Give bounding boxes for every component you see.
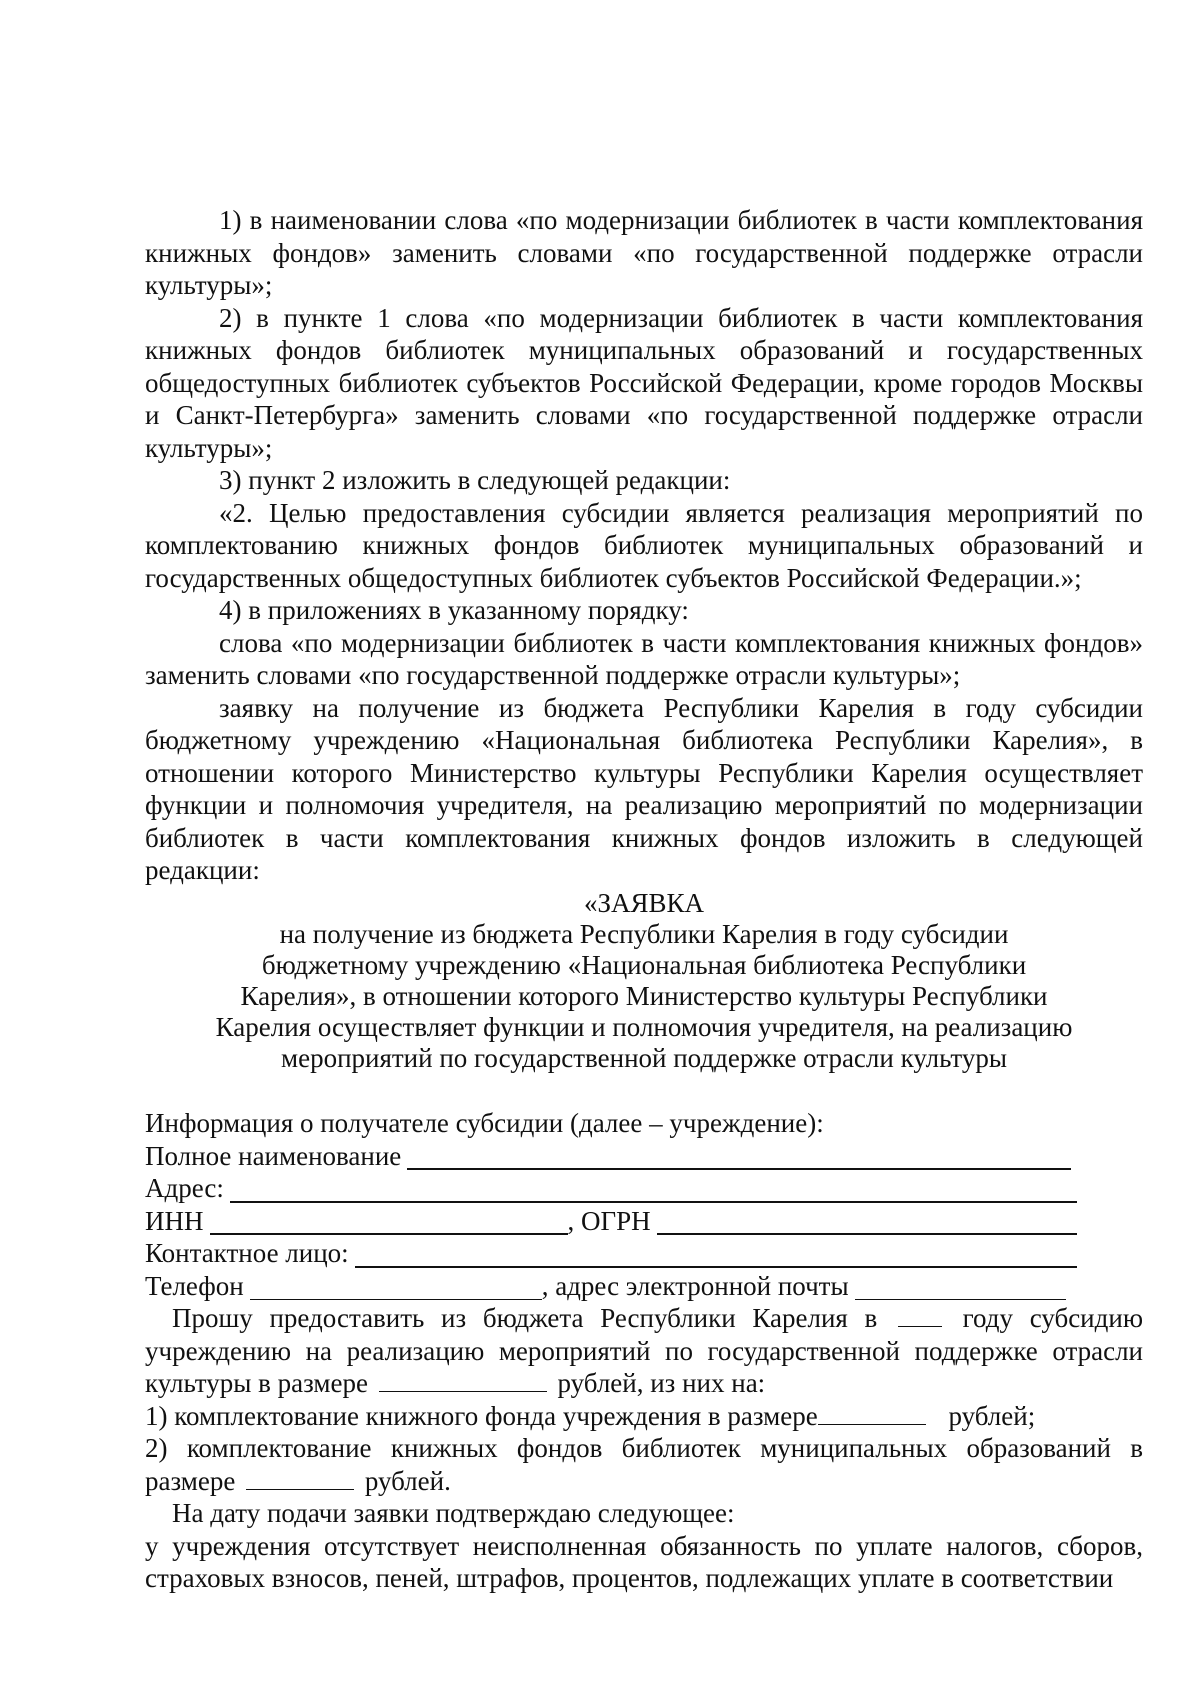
inn-label: ИНН bbox=[145, 1205, 204, 1236]
full-name-label: Полное наименование bbox=[145, 1140, 402, 1171]
subtitle-line-2: бюджетному учреждению «Национальная библиотека Республики bbox=[261, 950, 1027, 980]
confirm-paragraph: На дату подачи заявки подтверждаю следующее: bbox=[172, 1498, 735, 1528]
full-name-row bbox=[145, 1140, 1143, 1173]
address-label: Адрес: bbox=[145, 1173, 224, 1203]
application-title: «ЗАЯВКА bbox=[583, 887, 705, 918]
phone-email-row bbox=[145, 1270, 1143, 1303]
request-part-2: году субсидию учреждению на реализацию мероприятий по государственной поддержке отрасли культуры в размере bbox=[145, 1303, 1143, 1398]
contact-blank[interactable] bbox=[355, 1242, 1077, 1268]
contact-row bbox=[145, 1237, 1143, 1270]
request-part-3: рублей, из них на: bbox=[557, 1368, 766, 1398]
email-label: , адрес электронной почты bbox=[541, 1270, 849, 1301]
phone-blank[interactable] bbox=[250, 1275, 542, 1300]
email-blank[interactable] bbox=[855, 1275, 1066, 1300]
subitem-2 bbox=[145, 1432, 1143, 1497]
item-3-quote: «2. Целью предоставления субсидии является реализация мероприятий по комплектованию книжных фондов библиотек муниципальных образований и государственных общедоступных библиотек субъектов Российской Федерации.»; bbox=[145, 497, 1143, 593]
subitem-1 bbox=[145, 1400, 1143, 1433]
full-name-blank[interactable] bbox=[407, 1144, 1071, 1170]
address-row bbox=[145, 1172, 1143, 1205]
item-1: 1) в наименовании слова «по модернизации библиотек в части комплектования книжных фондов» заменить словами «по государственной поддержке отрасли культуры»; bbox=[145, 205, 1143, 300]
document-body bbox=[145, 204, 1143, 1595]
item-4-words: слова «по модернизации библиотек в части комплектования книжных фондов» заменить словами «по государственной поддержке отрасли культуры»; bbox=[145, 627, 1143, 690]
subitem-1-prefix: 1) комплектование книжного фонда учреждения в размере bbox=[145, 1400, 818, 1431]
address-blank[interactable] bbox=[230, 1177, 1077, 1203]
subitem-2-suffix: рублей. bbox=[364, 1465, 451, 1496]
contact-label: Контактное лицо: bbox=[145, 1238, 349, 1268]
item-2: 2) в пункте 1 слова «по модернизации библиотек в части комплектования книжных фондов библиотек муниципальных образований и государственных общедоступных библиотек субъектов Российской Федерации, кроме городов Москвы и Санкт-Петербурга» заменить словами «по государственной поддержке отрасли культуры»; bbox=[145, 302, 1143, 463]
item-4-application: заявку на получение из бюджета Республики Карелия в году субсидии бюджетному учреждению «Национальная библиотека Республики Карелия», в отношении которого Министерство культуры Республики Карелия осуществляет функции и полномочия учредителя, на реализацию мероприятий по модернизации библиотек в части комплектования книжных фондов изложить в следующей редакции: bbox=[145, 692, 1143, 885]
request-paragraph bbox=[145, 1302, 1143, 1400]
application-subtitle bbox=[145, 919, 1143, 1074]
subitem-1-suffix: рублей; bbox=[948, 1400, 1036, 1431]
item-4: 4) в приложениях в указанному порядку: bbox=[219, 595, 689, 625]
total-amount-blank[interactable] bbox=[379, 1369, 547, 1392]
subtitle-line-3: Карелия», в отношении которого Министерство культуры Республики bbox=[240, 981, 1048, 1011]
subtitle-line-1: на получение из бюджета Республики Карелия в году субсидии bbox=[279, 919, 1009, 949]
ogrn-label: , ОГРН bbox=[567, 1205, 651, 1236]
recipient-info-form bbox=[145, 1107, 1143, 1302]
inn-ogrn-row bbox=[145, 1205, 1143, 1238]
item-3: 3) пункт 2 изложить в следующей редакции: bbox=[219, 465, 731, 495]
request-part-1: Прошу предоставить из бюджета Республики Карелия в bbox=[172, 1303, 878, 1333]
inn-blank[interactable] bbox=[210, 1209, 568, 1235]
phone-label: Телефон bbox=[145, 1270, 244, 1301]
subtitle-line-4: Карелия осуществляет функции и полномочия учредителя, на реализацию bbox=[215, 1012, 1073, 1042]
ogrn-blank[interactable] bbox=[657, 1209, 1077, 1235]
municipal-amount-blank[interactable] bbox=[246, 1467, 354, 1490]
year-blank[interactable] bbox=[898, 1304, 942, 1327]
fund-amount-blank[interactable] bbox=[818, 1402, 926, 1425]
info-heading: Информация о получателе субсидии (далее – учреждение): bbox=[145, 1108, 824, 1138]
subtitle-line-5: мероприятий по государственной поддержке отрасли культуры bbox=[281, 1043, 1007, 1073]
closing-paragraph: у учреждения отсутствует неисполненная обязанность по уплате налогов, сборов, страховых взносов, пеней, штрафов, процентов, подлежащих уплате в соответствии bbox=[145, 1530, 1143, 1593]
subitem-2-prefix: 2) комплектование книжных фондов библиотек муниципальных образований в размере bbox=[145, 1433, 1143, 1496]
